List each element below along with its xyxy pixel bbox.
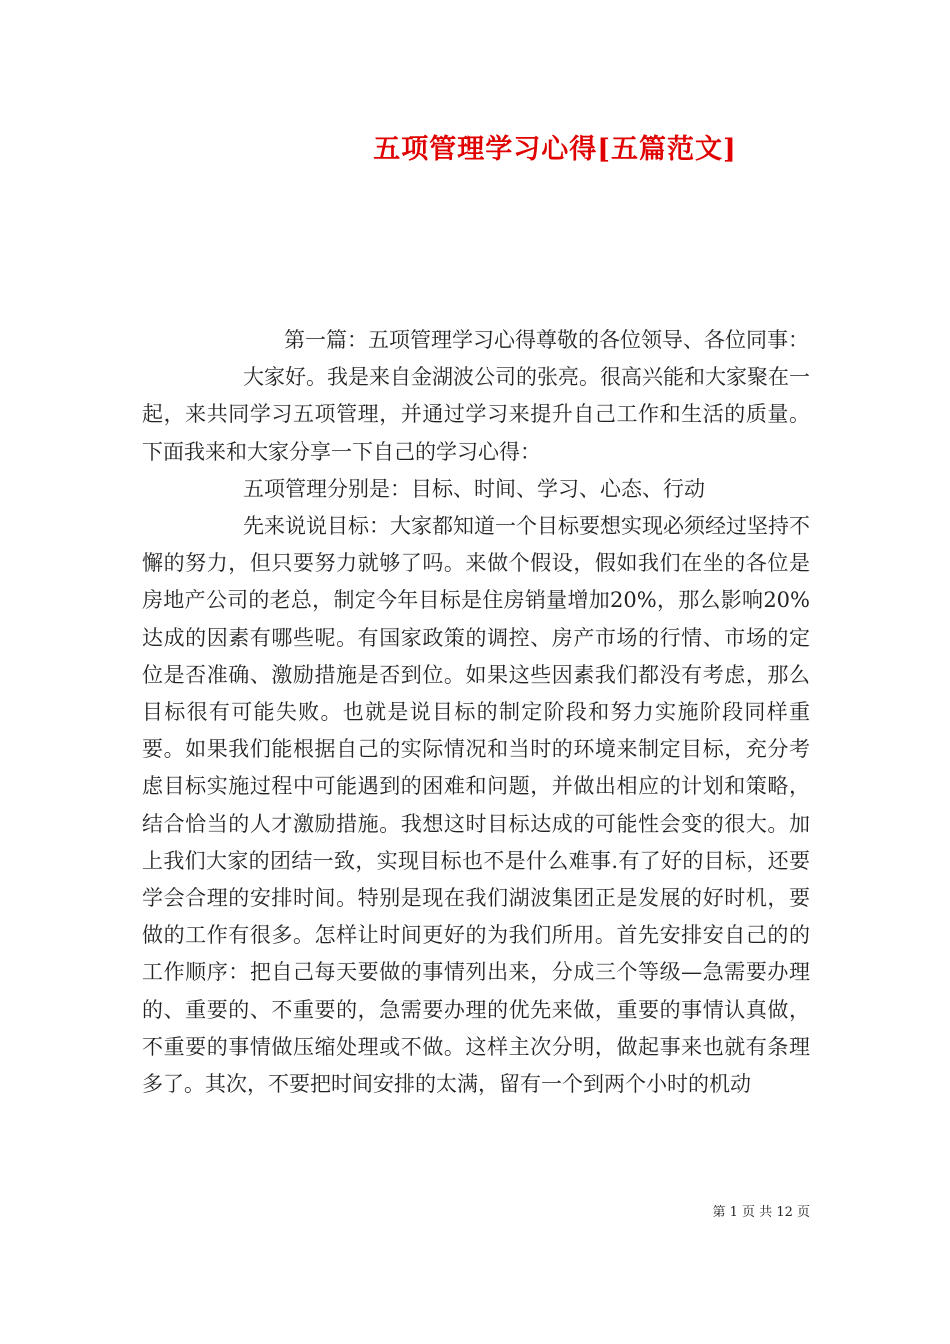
paragraph-heading-greeting: 第一篇：五项管理学习心得尊敬的各位领导、各位同事：	[284, 328, 809, 352]
document-body	[142, 322, 810, 1103]
page-number: 第 1 页 共 12 页	[712, 1205, 810, 1220]
document-title: 五项管理学习心得[五篇范文]	[373, 134, 737, 165]
paragraph-introduction: 大家好。我是来自金湖波公司的张亮。很高兴能和大家聚在一起，来共同学习五项管理，并通过学习来提升自己工作和生活的质量。下面我来和大家分享一下自己的学习心得：	[142, 365, 810, 464]
paragraph-goals: 先来说说目标：大家都知道一个目标要想实现必须经过坚持不懈的努力，但只要努力就够了吗。来做个假设，假如我们在坐的各位是房地产公司的老总，制定今年目标是住房销量增加20%，那么影响20%达成的因素有哪些呢。有国家政策的调控、房产市场的行情、市场的定位是否准确、激励措施是否到位。如果这些因素我们都没有考虑，那么目标很有可能失败。也就是说目标的制定阶段和努力实施阶段同样重要。如果我们能根据自己的实际情况和当时的环境来制定目标，充分考虑目标实施过程中可能遇到的困难和问题，并做出相应的计划和策略，结合恰当的人才激励措施。我想这时目标达成的可能性会变的很大。加上我们大家的团结一致，实现目标也不是什么难事.有了好的目标，还要学会合理的安排时间。特别是现在我们湖波集团正是发展的好时机，要做的工作有很多。怎样让时间更好的为我们所用。首先安排安自己的的工作顺序：把自己每天要做的事情列出来，分成三个等级—急需要办理的、重要的、不重要的，急需要办理的优先来做，重要的事情认真做，不重要的事情做压缩处理或不做。这样主次分明，做起事来也就有条理多了。其次，不要把时间安排的太满，留有一个到两个小时的机动	[142, 514, 810, 1097]
paragraph-five-items: 五项管理分别是：目标、时间、学习、心态、行动	[243, 476, 705, 501]
